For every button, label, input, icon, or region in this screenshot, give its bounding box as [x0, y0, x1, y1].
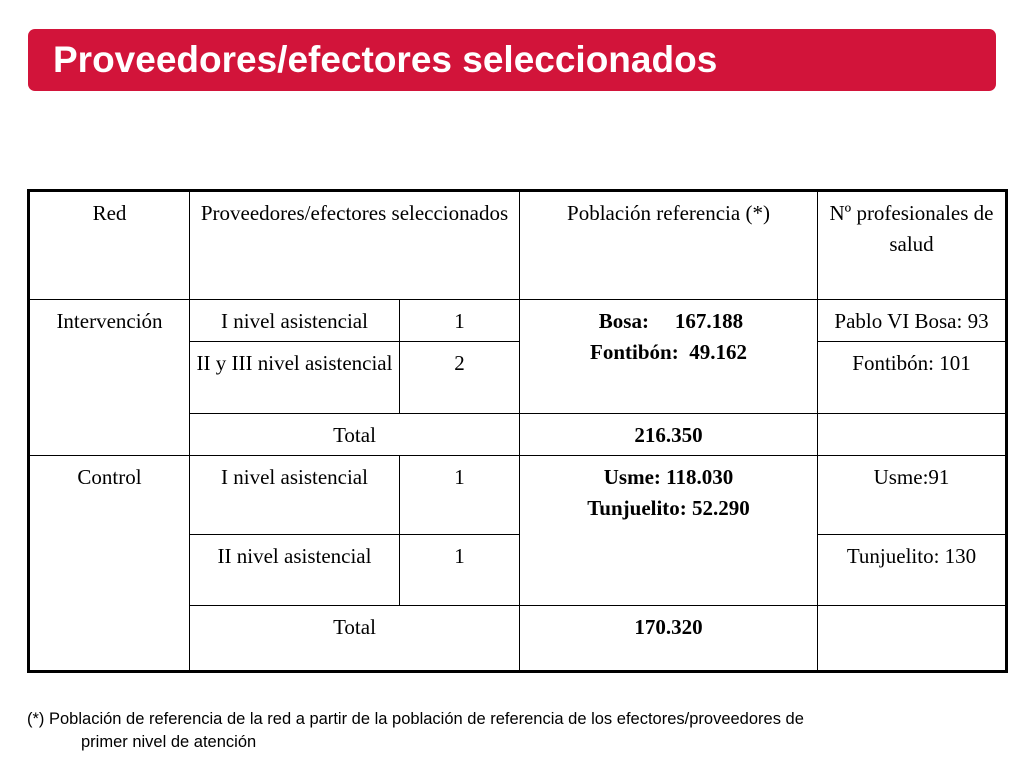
count-cell: 1 — [400, 535, 520, 606]
poblacion-line — [524, 306, 813, 337]
nivel-cell: II nivel asistencial — [190, 535, 400, 606]
total-label: Total — [190, 606, 520, 672]
poblacion-control — [520, 456, 818, 606]
profesionales-cell: Pablo VI Bosa: 93 — [818, 300, 1007, 342]
count-cell: 1 — [400, 300, 520, 342]
poblacion-value: 167.188 — [674, 309, 744, 333]
slide-title: Proveedores/efectores seleccionados — [53, 39, 718, 80]
empty-cell — [818, 606, 1007, 672]
poblacion-value: 52.290 — [692, 496, 750, 520]
poblacion-intervencion — [520, 300, 818, 414]
footnote-line-1: (*) Población de referencia de la red a partir de la población de referencia de los efectores/proveedores de — [27, 710, 804, 728]
profesionales-cell: Fontibón: 101 — [818, 342, 1007, 414]
poblacion-line — [524, 337, 813, 368]
header-profesionales: Nº profesionales de salud — [818, 191, 1007, 300]
header-red: Red — [29, 191, 190, 300]
nivel-cell: I nivel asistencial — [190, 456, 400, 535]
poblacion-place: Bosa: — [598, 309, 649, 333]
total-value: 170.320 — [520, 606, 818, 672]
table-header-row — [29, 191, 1007, 300]
header-poblacion: Población referencia (*) — [520, 191, 818, 300]
count-cell: 2 — [400, 342, 520, 414]
table-row — [29, 456, 1007, 535]
red-intervencion-label: Intervención — [29, 300, 190, 456]
poblacion-line — [524, 462, 813, 493]
nivel-cell: I nivel asistencial — [190, 300, 400, 342]
poblacion-value: 49.162 — [689, 340, 747, 364]
nivel-cell: II y III nivel asistencial — [190, 342, 400, 414]
providers-table — [27, 189, 1008, 673]
poblacion-place: Fontibón: — [590, 340, 679, 364]
empty-cell — [818, 414, 1007, 456]
footnote — [27, 708, 977, 754]
profesionales-cell: Usme:91 — [818, 456, 1007, 535]
total-value: 216.350 — [520, 414, 818, 456]
poblacion-place: Usme: — [603, 465, 661, 489]
poblacion-value: 118.030 — [666, 465, 734, 489]
table-row — [29, 300, 1007, 342]
title-banner — [28, 29, 996, 91]
header-proveedores: Proveedores/efectores seleccionados — [190, 191, 520, 300]
total-label: Total — [190, 414, 520, 456]
footnote-line-2: primer nivel de atención — [81, 733, 257, 751]
count-cell: 1 — [400, 456, 520, 535]
poblacion-line — [524, 493, 813, 524]
poblacion-place: Tunjuelito: — [587, 496, 687, 520]
profesionales-cell: Tunjuelito: 130 — [818, 535, 1007, 606]
red-control-label: Control — [29, 456, 190, 672]
